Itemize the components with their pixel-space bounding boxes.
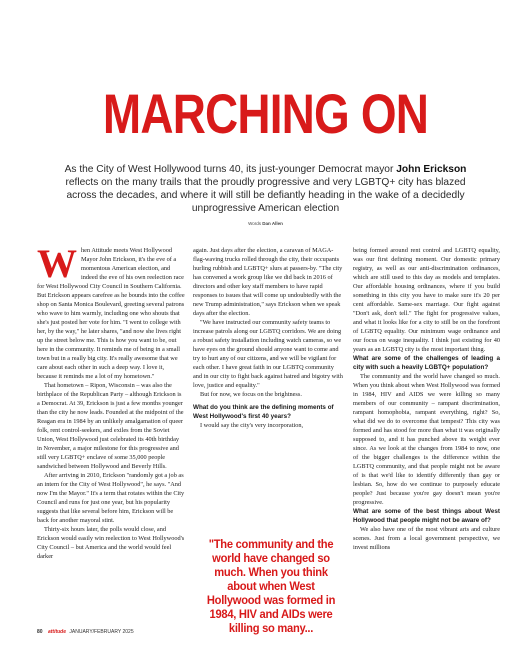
interview-question: What do you think are the defining moments of West Hollywood's first 40 years? [193,404,334,420]
interview-question: What are some of the challenges of leading a city with such a heavily LGBTQ+ population? [353,355,500,371]
article-column-2 [193,246,343,430]
column1-paragraph: That hometown – Ripon, Wisconsin – was also the birthplace of the Republican Party – although Erickson is a Democrat. At 39, Erickson is just a few months younger than the city he now leads. Founded at the midpoint of the Reagan era in 1984 by an unlikely amalgamation of queer folk, rent control-seekers, and exiles from the Soviet Union, West Hollywood just celebrated its 40th birthday in November, a major milestone for this progressive and still very LGBTQ+ enclave of some 35,000 people sandwiched between Hollywood and Beverly Hills. [37,382,184,470]
magazine-logo: attitude [47,629,67,635]
page-footer [37,629,500,635]
headline: MARCHING ON [102,82,429,145]
column2-paragraph: again. Just days after the election, a caravan of MAGA-flag-waving trucks rolled through the city, their occupants hurling rubbish and LGBTQ+ slurs at passers-by. "The city has convened a work group like we did back in 2016 of directors and other key staff members to have rapid responses to issues that will come up undoubtedly with the new Trump administration," says Erickson when we speak days after the election. [193,247,343,317]
byline-label: Words [248,221,262,226]
article-column-3 [353,246,500,552]
interview-question: What are some of the best things about West Hollywood that people might not be aware of? [353,508,500,524]
interview-answer: We also have one of the most vibrant arts and culture scenes. Just from a local government perspective, we invest millions [353,526,500,551]
column1-paragraph: Thirty-six hours later, the polls would close, and Erickson would easily win reelection to West Hollywood's City Council – but America and the world would feel darker [37,526,185,560]
column2-paragraph: "We have instructed our community safety teams to increase patrols along our LGBTQ corridors. We are doing a robust safety installation including watch cameras, so we have eyes on the ground should anyone want to come and try to hurt any of our citizens, and we will be vigilant for each other. I have great faith in our LGBTQ community and in our city to fight back against hatred and bigotry with love, justice and equality." [193,319,343,389]
column1-paragraph: After arriving in 2010, Erickson "randomly got a job as an intern for the City of West Hollywood", he says. "And now I'm the Mayor." It's a term that rotates within the City Council and runs for just one year, but his popularity suggests that like several before him, Erickson will be back for another mayoral stint. [37,472,185,524]
pull-quote: "The community and the world have changed so much. When you think about when West Hollywood was formed in 1984, HIV and AIDs were killing so many... [206,537,336,635]
byline-author: Dan Allen [262,221,283,226]
column2-paragraph: But for now, we focus on the brightness. [200,391,302,398]
standfirst-name: John Erickson [396,164,467,175]
column3-paragraph: being formed around rent control and LGBTQ equality, was our first defining moment. Our domestic primary registry, as well as our anti-discrimination ordinances, which are still used to this day as models and templates. Our affordable housing ordinances, where if you build something in this city you have to make sure it's 20 per cent affordable. Same-sex marriage. Our fight against "Don't ask, don't tell." The fight for progressive values, and what it looks like for a city to still be on the forefront of LGBTQ equality. Our minimum wage ordinance and our focus on wage inequality. I think just existing for 40 years as an LGBTQ city is the most important thing. [353,247,500,353]
standfirst [58,163,473,215]
column1-paragraph: hen Attitude meets West Hollywood Mayor John Erickson, it's the eve of a momentous American election, and indeed the eve of his own reelection race for West Hollywood City Council in Southern California. But Erickson appears carefree as he bounds into the coffee shop on Santa Monica Boulevard, greeting several patrons who wave to him warmly, including one who shouts that she's just posted her vote for him. "I went to college with her, by the way," he later shares, "and now she lives right up the street below me. This is how you want to be, out here in the community. It reminds me of being in a small town but in a really big city. It's really awesome that we care about each other in such a deep way. I love it, because it reminds me a lot of my hometown." [37,247,185,380]
page-number: 80 [37,629,43,635]
interview-answer: The community and the world have changed so much. When you think about when West Hollywood was formed in 1984, HIV and AIDS we were killing so many members of our community – rampant discrimination, rampant homophobia, rampant everything, right? So, what did we do to overcome that tempest? This city was formed and has stood for more than what it was originally supposed to, and it has punched above its weight ever since. As we look at the changes from 1984 to now, one of the bigger challenges is the difference within the LGBTQ community, and that people might not be aware of is that we'd like to identify differently than gay or lesbian. So, how do we continue to purposely educate people? Just because you're gay doesn't mean you're progressive. [353,373,500,506]
byline [0,221,531,226]
article-column-1 [37,241,185,561]
interview-answer: I would say the city's very incorporation, [200,422,304,429]
standfirst-part2: reflects on the many trails that the proudly progressive and very LGBTQ+ city has blazed across the decades, and where it will still be defiantly heading in the wake of a decidedly unprogressive American election [65,177,466,214]
drop-cap: W [37,241,77,286]
issue-date: JANUARY/FEBRUARY 2025 [69,629,134,635]
standfirst-part1: As the City of West Hollywood turns 40, its just-younger Democrat mayor [64,164,394,175]
